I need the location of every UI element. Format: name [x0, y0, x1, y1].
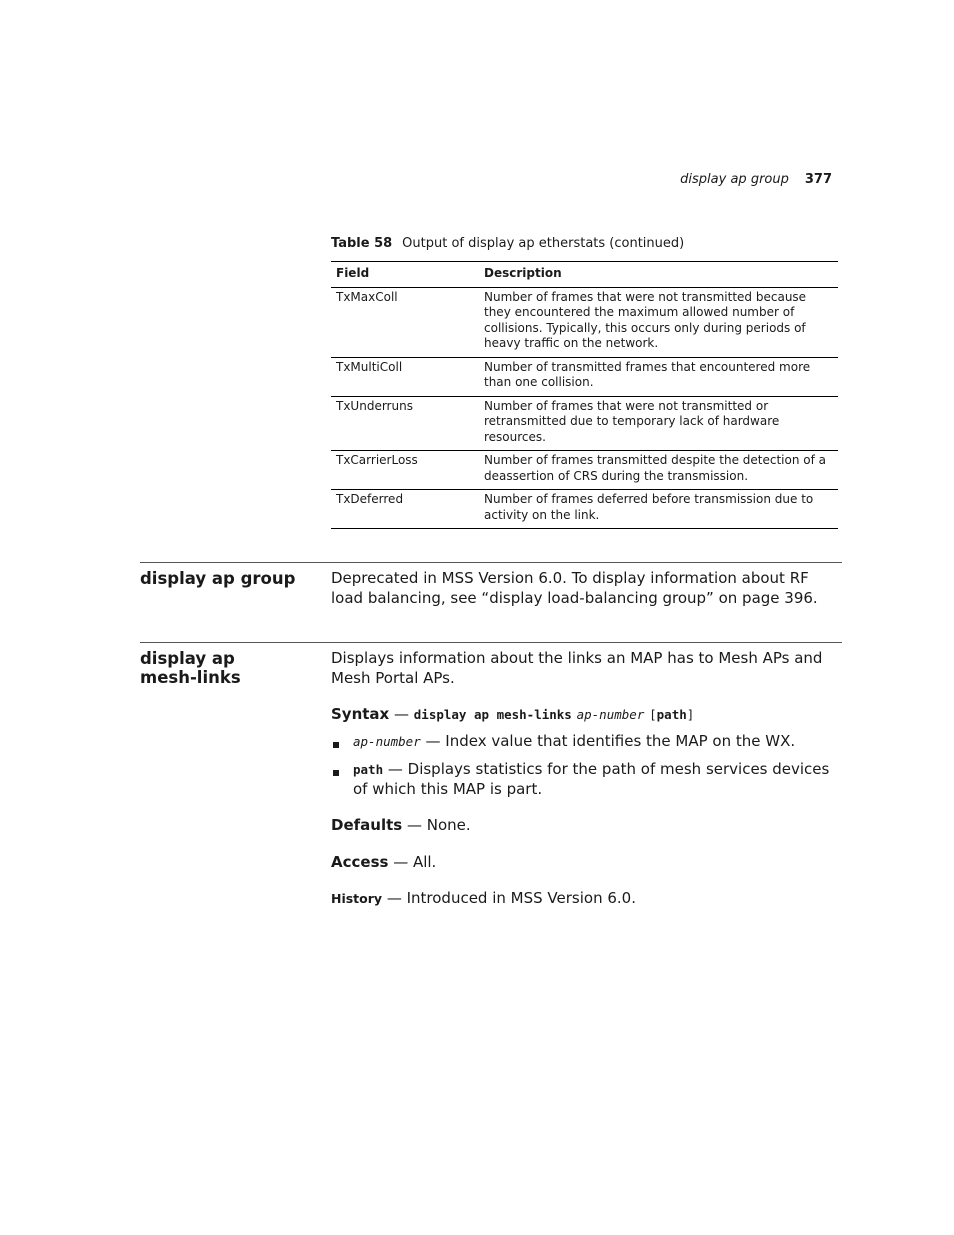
- field-cell: TxMultiColl: [331, 357, 479, 396]
- syntax-label: Syntax: [331, 705, 390, 723]
- field-cell: TxMaxColl: [331, 287, 479, 357]
- field-cell: TxUnderruns: [331, 396, 479, 451]
- description-cell: Number of frames transmitted despite the detection of a deassertion of CRS during the transmission.: [479, 451, 838, 490]
- page-number: 377: [804, 172, 832, 187]
- column-header-field: Field: [331, 262, 479, 288]
- description-cell: Number of frames that were not transmitted or retransmitted due to temporary lack of hardware resources.: [479, 396, 838, 451]
- history-line: [331, 889, 841, 909]
- mesh-links-description: Displays information about the links an MAP has to Mesh APs and Mesh Portal APs.: [331, 649, 823, 687]
- access-text: — All.: [388, 853, 437, 871]
- field-cell: TxCarrierLoss: [331, 451, 479, 490]
- param-name: ap-number: [353, 734, 421, 749]
- access-label: Access: [331, 853, 389, 871]
- section-heading-mesh-links: [140, 649, 320, 687]
- defaults-text: — None.: [402, 816, 471, 834]
- table-row: [331, 396, 838, 451]
- syntax-arg: ap-number: [576, 707, 645, 722]
- section-divider: [140, 642, 842, 643]
- bullet-icon: [333, 742, 339, 748]
- bullet-icon: [333, 770, 339, 776]
- param-item: [353, 760, 841, 799]
- heading-line-1: display ap: [140, 649, 235, 668]
- column-header-description: Description: [479, 262, 838, 288]
- section-heading-ap-group: display ap group: [140, 569, 296, 588]
- description-cell: Number of frames that were not transmitted because they encountered the maximum allowed number of collisions. Typically, this occurs only during periods of heavy traffic on the network.: [479, 287, 838, 357]
- ap-group-description: Deprecated in MSS Version 6.0. To display information about RF load balancing, see “display load-balancing group” on page 396.: [331, 569, 818, 607]
- history-label: History: [331, 891, 383, 906]
- defaults-line: [331, 816, 841, 836]
- running-header: [600, 172, 832, 187]
- heading-line-2: mesh-links: [140, 668, 241, 687]
- param-description: — Index value that identifies the MAP on the WX.: [420, 732, 796, 750]
- section-divider: [140, 562, 842, 563]
- syntax-open-bracket: [: [649, 707, 657, 722]
- access-line: [331, 853, 841, 873]
- etherstats-table: [331, 261, 838, 529]
- param-name: path: [353, 762, 384, 777]
- syntax-command: display ap mesh-links: [413, 707, 572, 722]
- syntax-option: path: [656, 707, 687, 722]
- table-label: Table 58: [331, 236, 393, 251]
- param-item: [353, 732, 841, 752]
- table-row: [331, 490, 838, 529]
- table-row: [331, 287, 838, 357]
- description-cell: Number of frames deferred before transmission due to activity on the link.: [479, 490, 838, 529]
- syntax-close-bracket: ]: [686, 707, 695, 722]
- table-row: [331, 451, 838, 490]
- table-caption: [331, 236, 684, 251]
- table-row: [331, 357, 838, 396]
- table-caption-text: Output of display ap etherstats (continued): [402, 236, 685, 251]
- defaults-label: Defaults: [331, 816, 403, 834]
- syntax-dash: —: [389, 705, 414, 723]
- param-description: — Displays statistics for the path of mesh services devices of which this MAP is part.: [353, 760, 835, 798]
- description-cell: Number of transmitted frames that encountered more than one collision.: [479, 357, 838, 396]
- syntax-line: [331, 705, 841, 725]
- running-header-title: display ap group: [680, 172, 789, 187]
- table-header-row: [331, 262, 838, 288]
- history-text: — Introduced in MSS Version 6.0.: [382, 889, 636, 907]
- field-cell: TxDeferred: [331, 490, 479, 529]
